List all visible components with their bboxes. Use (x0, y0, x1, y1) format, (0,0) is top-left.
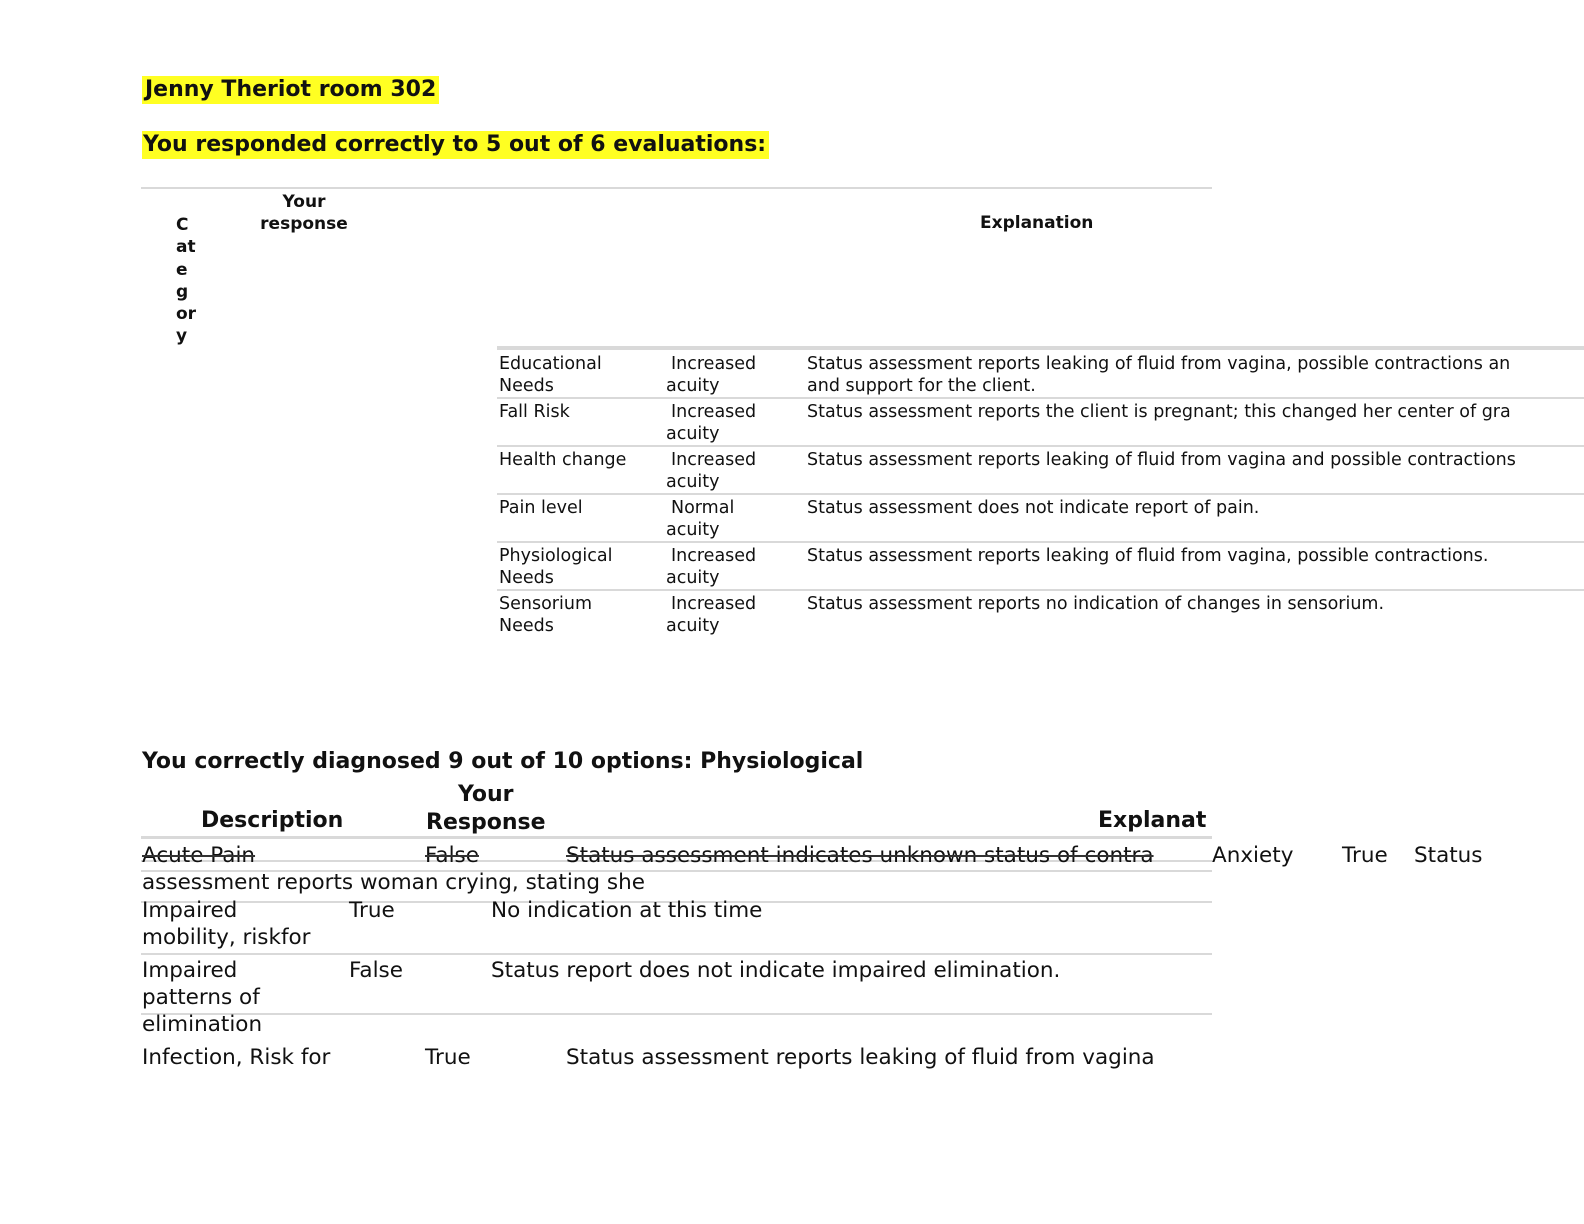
explanation-cell: Status assessment reports no indication of changes in sensorium. (807, 594, 1385, 614)
description-cell: Acute Pain (142, 843, 256, 868)
row-rule (497, 445, 1584, 447)
category-cell: Educational (499, 354, 602, 374)
row-rule (141, 953, 1212, 955)
response-cell: Increased acuity (666, 594, 757, 636)
row-rule (497, 397, 1584, 399)
explanation-cell: Status assessment reports leaking of fluid from vagina and possible contractions (807, 450, 1516, 470)
row-rule (141, 836, 1212, 839)
response-cell: True (425, 1045, 471, 1070)
table-row (499, 449, 626, 471)
description-cell: Impaired patterns of elimination (142, 958, 263, 1037)
response-cell: Increased acuity (666, 546, 757, 588)
patient-title: Jenny Theriot room 302 (142, 76, 439, 104)
diagnosis-summary: You correctly diagnosed 9 out of 10 options: Physiological (142, 749, 864, 774)
table-row: Educational Needs (499, 354, 602, 396)
explanation-cell: Status assessment reports leaking of fluid from vagina, possible contractions. (807, 546, 1489, 566)
description-header: Description (201, 808, 344, 833)
category-cell: Physiological (499, 546, 613, 566)
explanation-cell: Status assessment reports the client is pregnant; this changed her center of gra (807, 402, 1511, 422)
row-rule (497, 589, 1584, 591)
response-cell: Increased acuity (666, 402, 757, 444)
table-row: Physiological Needs (499, 546, 613, 588)
category-cell: Fall Risk (499, 402, 570, 422)
category-cell: Health change (499, 450, 627, 470)
category-cell: Pain level (499, 498, 583, 518)
table-row: Sensorium Needs (499, 594, 592, 636)
response-cell: Increased acuity (666, 354, 757, 396)
explanation-cell: Status assessment reports leaking of fluid from vagina, possible contractions an and support for the client. (807, 354, 1511, 396)
row-rule (141, 1013, 1212, 1015)
your-response-header: Your response (260, 192, 348, 234)
category-header: C at e g or y (176, 215, 197, 347)
table-top-rule (141, 187, 1212, 189)
response-cell: Normal acuity (666, 498, 735, 540)
response-cell: False (349, 958, 403, 983)
category-cell: Sensorium (499, 594, 592, 614)
description-cell: Anxiety (1212, 843, 1294, 868)
your-response-header-2: Your Response (426, 782, 546, 835)
response-cell: True (349, 898, 395, 923)
description-cell: Impaired mobility, riskfor (142, 898, 311, 950)
row-rule (497, 493, 1584, 495)
table-row (499, 497, 583, 519)
explanation-header: Explanation (980, 213, 1094, 233)
explanation-header-2: Explanat (1098, 808, 1207, 833)
row-rule (497, 541, 1584, 543)
explanation-cell: No indication at this time (491, 898, 763, 923)
explanation-cell: Status assessment reports leaking of fluid from vagina (566, 1045, 1155, 1070)
explanation-cell: Status report does not indicate impaired elimination. (491, 958, 1061, 983)
response-cell: Increased acuity (666, 450, 757, 492)
response-cell: False (425, 843, 479, 868)
explanation-cell: Status (1414, 843, 1483, 868)
description-cell: Infection, Risk for (142, 1045, 331, 1070)
row-rule (497, 346, 1584, 350)
response-cell: True (1342, 843, 1388, 868)
explanation-cell: Status assessment indicates unknown status of contra (566, 843, 1154, 868)
evaluations-summary: You responded correctly to 5 out of 6 evaluations: (142, 131, 769, 159)
table-row (499, 401, 570, 423)
explanation-continuation: assessment reports woman crying, stating she (142, 870, 645, 895)
explanation-cell: Status assessment does not indicate report of pain. (807, 498, 1260, 518)
